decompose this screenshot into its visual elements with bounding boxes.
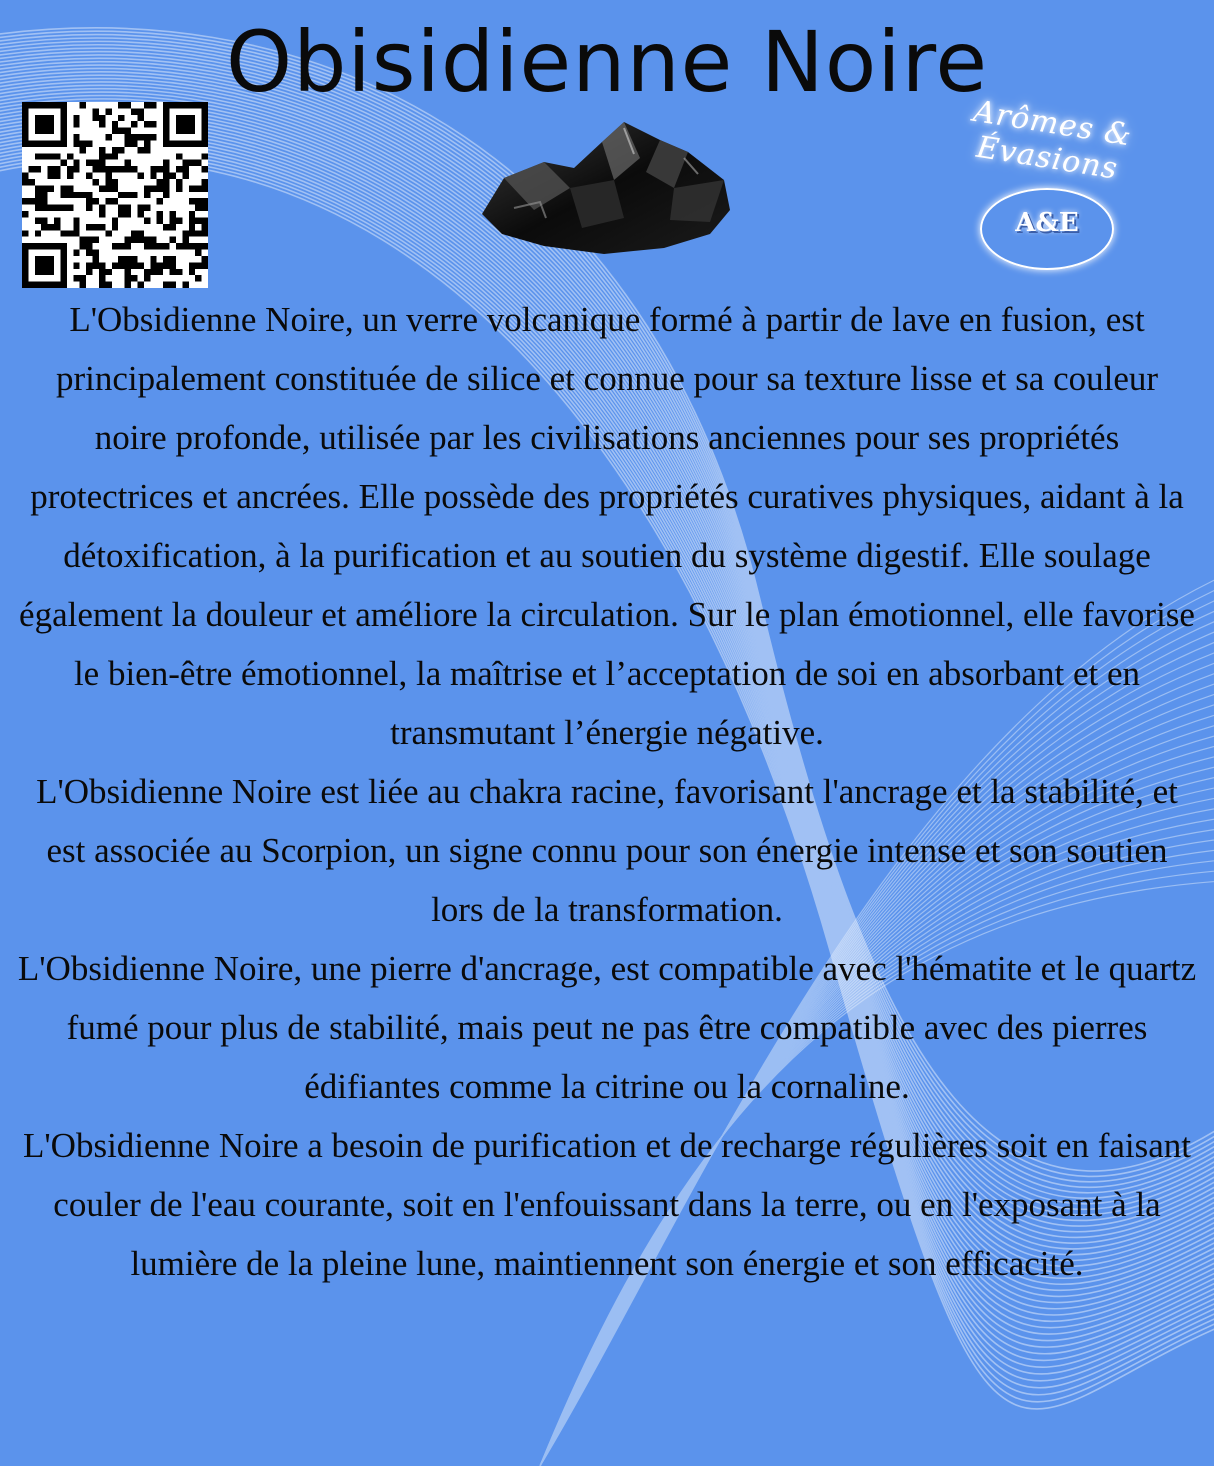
obsidian-stone-image <box>474 118 736 258</box>
page-title: Obisidienne Noire <box>225 13 988 111</box>
paragraph-compatibility: L'Obsidienne Noire, une pierre d'ancrage, est compatible avec l'hématite et le quartz fumé pour plus de stabilité, mais peut ne pas être compatible avec des pierres édifiantes comme la citrine ou la cornaline. <box>17 949 1197 1106</box>
brand-script-text: Arômes & Évasions <box>971 93 1135 187</box>
qr-code-icon <box>22 102 208 288</box>
paragraph-purification: L'Obsidienne Noire a besoin de purification et de recharge régulières soit en faisant couler de l'eau courante, soit en l'enfouissant dans la terre, ou en l'exposant à la lumière de la pleine lune, maintiennent son énergie et son efficacité. <box>22 1126 1191 1283</box>
description <box>16 290 1198 1293</box>
brand-monogram: A&E <box>1015 208 1079 238</box>
brand-logo <box>900 93 1200 280</box>
paragraph-intro: L'Obsidienne Noire, un verre volcanique formé à partir de lave en fusion, est principalement constituée de silice et connue pour sa texture lisse et sa couleur noire profonde, utilisée par les civilisations anciennes pour ses propriétés protectrices et ancrées. Elle possède des propriétés curatives physiques, aidant à la détoxification, à la purification et au soutien du système digestif. Elle soulage également la douleur et améliore la circulation. Sur le plan émotionnel, elle favorise le bien-être émotionnel, la maîtrise et l’acceptation de soi en absorbant et en transmutant l’énergie négative. <box>19 300 1195 752</box>
paragraph-chakra: L'Obsidienne Noire est liée au chakra racine, favorisant l'ancrage et la stabilité, et est associée au Scorpion, un signe connu pour son énergie intense et son soutien lors de la transformation. <box>36 772 1178 929</box>
